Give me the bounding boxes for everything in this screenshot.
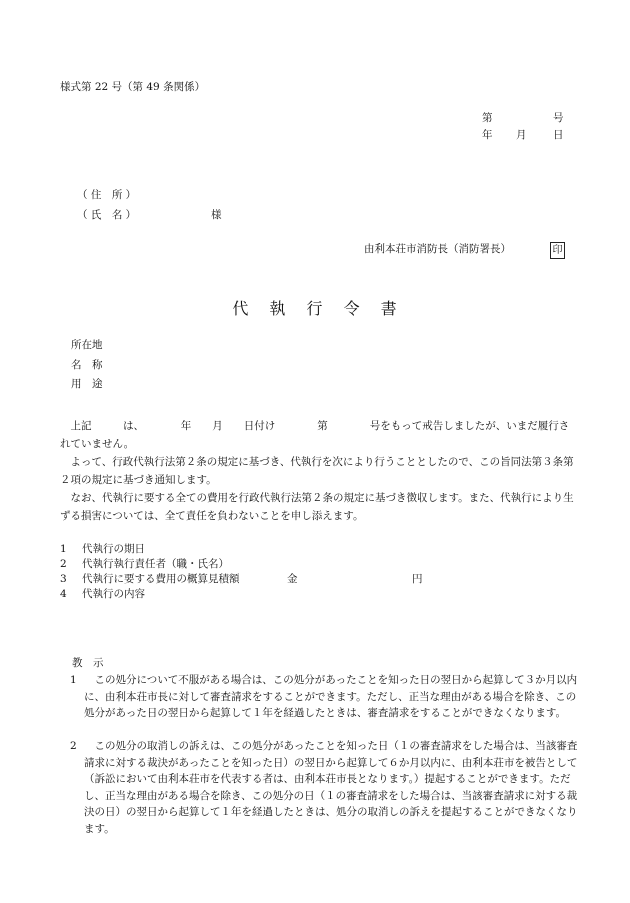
item-4-text: 代執行の内容: [82, 588, 145, 600]
location-label: 所在地: [71, 339, 103, 351]
use-label: 用 途: [71, 378, 103, 390]
item-3-kin: 金: [287, 573, 298, 585]
notice-label: 教 示: [72, 657, 104, 669]
notice-item-2-text: この処分の取消しの訴えは、この処分があったことを知った日（１の審査請求をした場合は、当該審査請求に対する裁決があったことを知った日）の翌日から起算して６か月以内に、由利本荘市を被告として（訴訟において由利本荘市を代表する者は、由利本荘市長となります。）提起することができます。ただし、正当な理由がある場合を除き、この処分の日（１の審査請求をした場合は、当該審査請求に対する裁決の日）の翌日から起算して１年を経過したときは、処分の取消しの訴えを提起することができなくなります。: [84, 740, 578, 835]
notice-item-2-number: 2: [70, 740, 77, 752]
sama-label: 様: [211, 209, 222, 221]
item-1-text: 代執行の期日: [82, 543, 145, 555]
header-hi: 日: [553, 129, 564, 141]
body-paragraph-1: 上記 は、 年 月 日付け 第 号をもって戒告しましたが、いまだ履行されていません。: [60, 420, 570, 450]
header-go: 号: [553, 112, 564, 124]
item-3-number: 3: [60, 573, 67, 585]
body-paragraph-3: なお、代執行に要する全ての費用を行政代執行法第２条の規定に基づき徴収します。また、代執行により生ずる損害については、全て責任を負わないことを申し添えます。: [60, 492, 574, 522]
item-3-text: 代執行に要する費用の概算見積額: [82, 573, 240, 585]
name-label: （ 氏 名 ）: [77, 209, 137, 221]
address-label: （ 住 所 ）: [77, 189, 137, 201]
notice-item-1-number: 1: [70, 674, 77, 686]
property-name-label: 名 称: [71, 359, 103, 371]
header-dai: 第: [482, 112, 493, 124]
header-nen: 年: [482, 129, 493, 141]
header-tsuki: 月: [516, 129, 527, 141]
item-3-en: 円: [412, 573, 423, 585]
document-title: 代 執 行 令 書: [232, 299, 398, 318]
seal-mark: 印: [550, 242, 565, 259]
form-number: 様式第 22 号（第 49 条関係）: [60, 81, 206, 93]
item-2-text: 代執行執行責任者（職・氏名）: [82, 558, 229, 570]
notice-item-1-text: この処分について不服がある場合は、この処分があったことを知った日の翌日から起算して３か月以内に、由利本荘市長に対して審査請求をすることができます。ただし、正当な理由がある場合を除き、この処分があった日の翌日から起算して１年を経過したときは、審査請求をすることができなくなります。: [84, 674, 578, 719]
item-4-number: 4: [60, 588, 67, 600]
body-paragraph-2: よって、行政代執行法第２条の規定に基づき、代執行を次により行うこととしたので、この旨同法第３条第２項の規定に基づき通知します。: [60, 456, 574, 486]
item-1-number: 1: [60, 543, 67, 555]
issuer-name: 由利本荘市消防長（消防署長）: [364, 243, 511, 255]
item-2-number: 2: [60, 558, 67, 570]
